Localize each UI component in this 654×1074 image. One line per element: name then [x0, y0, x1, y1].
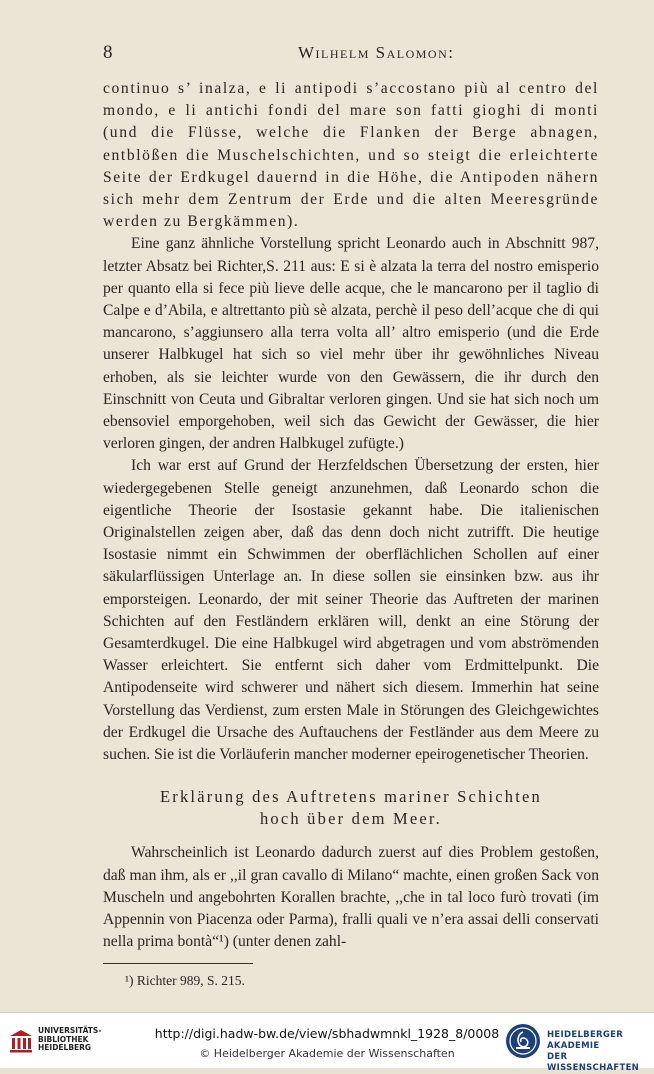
section-heading-line: Erklärung des Auftretens mariner Schichten [160, 787, 542, 807]
paragraph: Ich war erst auf Grund der Herzfeldschen Übersetzung der ersten, hier wiedergegebenen Stelle geneigt anzunehmen, daß Leonardo schon die eigentliche Theorie der Isostasie gekannt habe. Die italienischen Originalstellen zeigen aber, daß das denn doch nicht zutrifft. Die heutige Isostasie nimmt ein Schwimmen der oberflächlichen Schollen auf einer säkularflüssigen Unterlage an. In diese sollen sie einsinken bzw. aus ihr emporsteigen. Leonardo, der mit seiner Theorie das Auftreten der marinen Schichten auf den Festländern erklären will, denkt an eine Störung der Gesamterdkugel. Die eine Halbkugel wird abgetragen und vom abströmenden Wasser erleichtert. Sie entfernt sich daher vom Erdmittelpunkt. Die Antipodenseite wird schwerer und nähert sich diesem. Immerhin hat seine Vorstellung das Verdienst, zum ersten Male in Störungen des Gleichgewichtes der Erdkugel die Ursache des Auftauchens der Festländer aus dem Meere zu suchen. Sie ist die Vorläuferin mancher moderner epeirogenetischer Theorien. [103, 457, 599, 764]
section-heading-line: hoch über dem Meer. [259, 809, 442, 829]
page-header [103, 42, 599, 66]
paragraph: Eine ganz ähnliche Vorstellung spricht Leonardo auch in Abschnitt 987, letzter Absatz bei Richter,S. 211 aus: E si è alzata la terra del nostro emisperio per quanto ella si fece più lieve delle acque, che le mancarono per il taglio di Calpe e d’Abila, e altrettanto più sè alzata, perchè il peso dell’acque che di qui mancarono, s’aggiunsero alla terra volta all’ altro emisperio (und die Erde unserer Halbkugel hat sich so viel mehr über ihr gewöhnliches Niveau erhoben, als sie leichter wurde von den Gewässern, die ihr durch den Einschnitt von Ceuta und Gibraltar verloren gingen. Und sie hat sich noch um ebensoviel emporgehoben, weil sich das Gewicht der Gewässer, die hier verloren gingen, der andren Halbkugel zufügte.) [103, 235, 599, 453]
library-name: UNIVERSITÄTS- BIBLIOTHEK HEIDELBERG [38, 1026, 102, 1052]
paragraph: Wahrscheinlich ist Leonardo dadurch zuerst auf dies Problem gestoßen, daß man ihm, als er ,,il gran cavallo di Milano“ machte, einen großen Sack von Muscheln und angebohrten Korallen brachte, ,,che in tal loco furò trovati (im Appennin von Piacenza oder Parma), fralli quali ve n’era assai delli conservati nella prima bontà“¹) (unter denen zahl- [103, 844, 599, 951]
footnote-rule [103, 963, 253, 964]
paragraph: continuo s’ inalza, e li antipodi s’accostano più al centro del mondo, e li antichi fondi del mare son fatti gioghi di monti (und die Flüsse, welche die Flanken der Berge abnagen, entblößen die Muschelschichten, und so steigt die erleichterte Seite der Erdkugel dauernd in die Höhe, die Antipoden nähern sich mehr dem Zentrum der Erde und die alten Meeresgründe werden zu Bergkämmen). [103, 80, 599, 231]
academy-seal-icon [505, 1023, 541, 1059]
page-number: 8 [103, 42, 113, 63]
viewer-footer [0, 1012, 654, 1073]
section-heading [103, 786, 599, 830]
footnote: ¹) Richter 989, S. 215. [125, 973, 245, 989]
permalink[interactable]: http://digi.hadw-bw.de/view/sbhadwmnkl_1928_8/0008 [154, 1026, 500, 1041]
running-title: Wilhelm Salomon: [298, 43, 455, 62]
copyright-notice: © Heidelberger Akademie der Wissenschaften [199, 1047, 455, 1060]
academy-name: HEIDELBERGER AKADEMIE DER WISSENSCHAFTEN [547, 1030, 640, 1073]
page-body [103, 78, 599, 993]
